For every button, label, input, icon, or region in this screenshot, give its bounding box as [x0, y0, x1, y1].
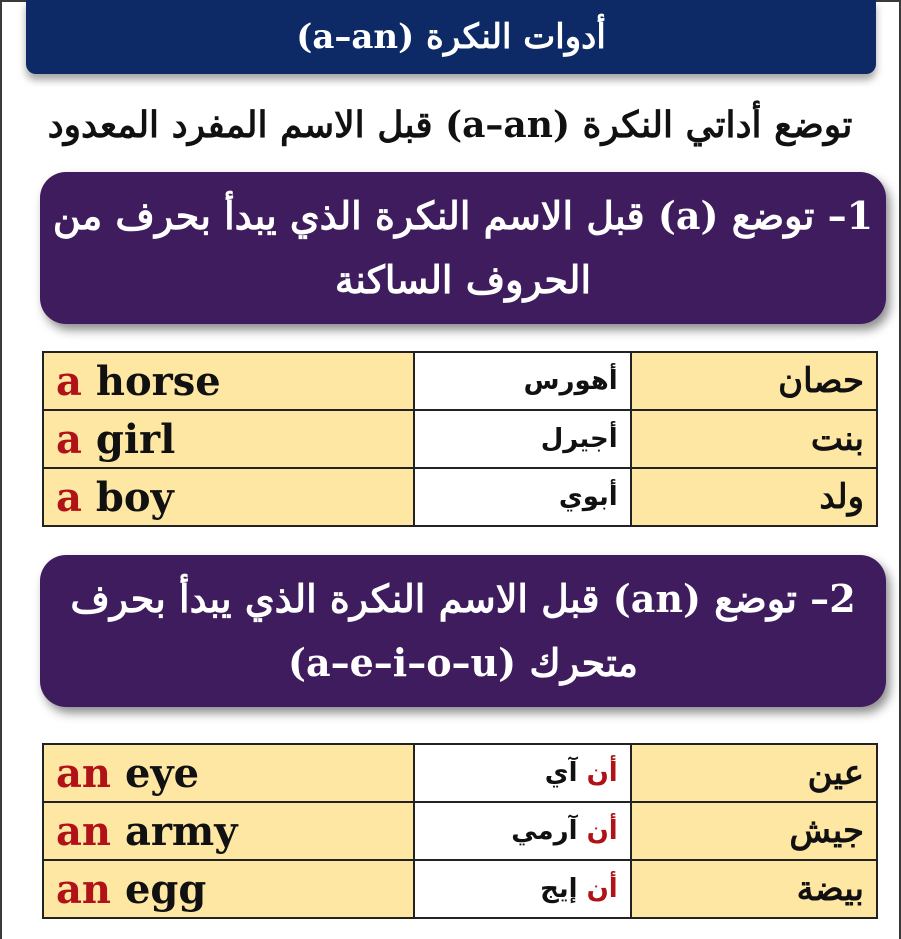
english-word: eye — [124, 749, 200, 797]
english-cell — [43, 802, 414, 860]
pronunciation-cell — [414, 468, 630, 526]
pronunciation: إيج — [540, 874, 578, 904]
english-word: horse — [95, 357, 221, 405]
english-word: boy — [95, 473, 174, 521]
english-cell — [43, 352, 414, 410]
pronunciation-cell — [414, 860, 630, 918]
pronunciation-cell — [414, 352, 630, 410]
pronunciation-article: أن — [586, 758, 618, 788]
pronunciation-article: أن — [586, 874, 618, 904]
table-row — [43, 744, 877, 802]
english-cell — [43, 744, 414, 802]
arabic-cell: حصان — [631, 352, 877, 410]
english-word: girl — [95, 415, 176, 463]
table-row — [43, 410, 877, 468]
rule-an-line-1: 2– توضع (an) قبل الاسم النكرة الذي يبدأ بحرف — [70, 576, 856, 621]
english-cell — [43, 860, 414, 918]
table-row — [43, 352, 877, 410]
article: a — [56, 357, 82, 405]
pronunciation-article: أن — [586, 816, 618, 846]
examples-table-a — [42, 351, 878, 527]
rule-an-line-2: متحرك (a–e–i–o–u) — [287, 640, 639, 685]
examples-table-an — [42, 743, 878, 919]
page-title: أدوات النكرة (a–an) — [296, 17, 606, 57]
rule-a-line-1: 1– توضع (a) قبل الاسم النكرة الذي يبدأ بحرف من — [52, 193, 874, 238]
pronunciation: أهورس — [523, 366, 618, 396]
table-row — [43, 860, 877, 918]
arabic-cell: بيضة — [631, 860, 877, 918]
english-word: army — [124, 807, 238, 855]
article: a — [56, 415, 82, 463]
arabic-cell: عين — [631, 744, 877, 802]
english-cell — [43, 468, 414, 526]
table-row — [43, 802, 877, 860]
title-banner — [26, 0, 876, 74]
article: an — [56, 807, 111, 855]
pronunciation: آرمي — [511, 816, 578, 846]
arabic-cell: ولد — [631, 468, 877, 526]
rule-a-line-2: الحروف الساكنة — [334, 257, 592, 302]
pronunciation: آي — [544, 758, 578, 788]
pronunciation-cell — [414, 410, 630, 468]
subtitle-rule: توضع أداتي النكرة (a–an) قبل الاسم المفرد المعدود — [47, 104, 853, 146]
pronunciation-cell — [414, 802, 630, 860]
pronunciation-cell — [414, 744, 630, 802]
article: a — [56, 473, 82, 521]
article: an — [56, 865, 111, 913]
pronunciation: أجيرل — [540, 424, 618, 454]
english-word: egg — [124, 865, 207, 913]
article: an — [56, 749, 111, 797]
rule-box-a — [40, 172, 886, 324]
table-row — [43, 468, 877, 526]
english-cell — [43, 410, 414, 468]
frame-left-border — [0, 0, 2, 939]
rule-box-an — [40, 555, 886, 707]
arabic-cell: جيش — [631, 802, 877, 860]
arabic-cell: بنت — [631, 410, 877, 468]
pronunciation: أبوي — [558, 482, 618, 512]
